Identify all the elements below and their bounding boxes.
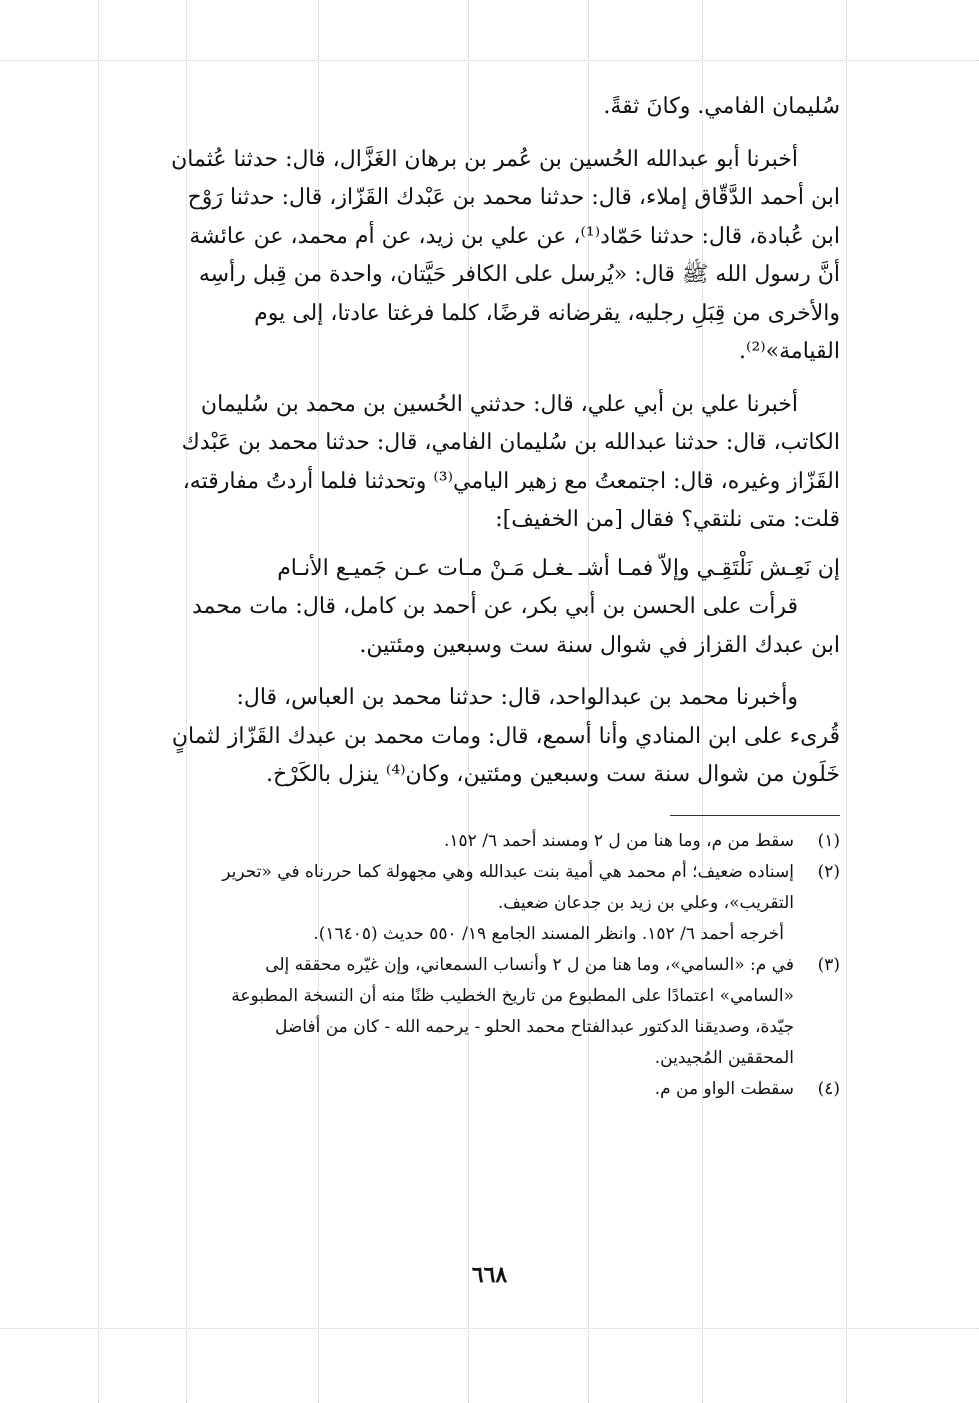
footnote-number: (١) xyxy=(817,830,840,851)
line: أنَّ رسول الله ﷺ قال: «يُرسل على الكافر حَيَّتان، واحدة من قِبل رأسِه xyxy=(198,262,840,287)
page-number: ٦٦٨ xyxy=(471,1262,508,1288)
footnote-separator xyxy=(670,815,840,816)
footnote-line: جيّدة، وصديقنا الدكتور عبدالفتاح محمد الحلو - يرحمه الله - كان من أفاضل xyxy=(275,1016,794,1037)
line: قُرىء على ابن المنادي وأنا أسمع، قال: ومات محمد بن عبدك القَزّاز لثمانٍ xyxy=(171,723,840,749)
footnote xyxy=(128,826,840,857)
footnote xyxy=(128,950,840,1074)
line: خَلَون من شوال سنة ست وسبعين ومئتين، وكان⁽⁴⁾ ينزل بالكَرْخ. xyxy=(265,762,840,787)
line: ابن عُبادة، قال: حدثنا حَمّاد⁽¹⁾، عن علي بن زيد، عن أم محمد، عن عائشة xyxy=(189,223,840,249)
line: ابن عبدك القزاز في شوال سنة ست وسبعين ومئتين. xyxy=(359,632,840,658)
line: أخبرنا علي بن أبي علي، قال: حدثني الحُسين بن محمد بن سُليمان xyxy=(200,391,798,417)
footnote-line: إسناده ضعيف؛ أم محمد هي أمية بنت عبدالله وهي مجهولة كما حررناه في «تحرير xyxy=(222,861,794,882)
line: وأخبرنا محمد بن عبدالواحد، قال: حدثنا محمد بن العباس، قال: xyxy=(236,685,798,710)
line: والأخرى من قِبَلِ رجليه، يقرضانه قرضًا، كلما فرغتا عادتا، إلى يوم xyxy=(254,300,840,326)
line: القيامة»⁽²⁾. xyxy=(739,339,840,364)
footnote-number: (٤) xyxy=(817,1078,840,1099)
footnote xyxy=(128,857,840,950)
book-page xyxy=(128,88,840,1105)
line: سُليمان الفامي. وكانَ ثقةً. xyxy=(603,94,840,119)
line: ابن أحمد الدَّقّاق إملاء، قال: حدثنا محمد بن عَبْدك القَزّاز، قال: حدثنا رَوْح xyxy=(187,185,840,210)
footnote-line: أخرجه أحمد ٦/ ١٥٢. وانظر المسند الجامع ١٩/ ٥٥٠ حديث (١٦٤٠٥). xyxy=(313,923,784,944)
footnote-line: «السامي» اعتمادًا على المطبوع من تاريخ الخطيب ظنًا منه أن النسخة المطبوعة xyxy=(231,985,794,1006)
footnote xyxy=(128,1074,840,1105)
line: قرأت على الحسن بن أبي بكر، عن أحمد بن كامل، قال: مات محمد xyxy=(192,594,798,619)
footnote-line: في م: «السامي»، وما هنا من ل ٢ وأنساب السمعاني، وإن غيّره محققه إلى xyxy=(265,954,794,975)
line: أخبرنا أبو عبدالله الحُسين بن عُمر بن برهان الغَزَّال، قال: حدثنا عُثمان xyxy=(171,146,798,172)
main-text xyxy=(128,88,840,795)
poem-verse: إن نَعِـش نَلْتَقِـي وإلاّ فمـا أشـ ـغـل مَـنْ مـات عـن جَميـع الأنـام xyxy=(277,555,840,581)
footnote-number: (٢) xyxy=(817,861,840,882)
footnote-number: (٣) xyxy=(817,954,840,975)
line: القَزّاز وغيره، قال: اجتمعتُ مع زهير اليامي⁽³⁾ وتحدثنا فلما أردتُ مفارقته، xyxy=(182,468,840,494)
footnote-line: التقريب»، وعلي بن زيد بن جدعان ضعيف. xyxy=(497,892,794,913)
footnote-line: المحققين المُجيدين. xyxy=(654,1047,794,1068)
line: قلت: متى نلتقي؟ فقال [من الخفيف]: xyxy=(495,507,840,532)
footnotes xyxy=(128,826,840,1105)
line: الكاتب، قال: حدثنا عبدالله بن سُليمان الفامي، قال: حدثنا محمد بن عَبْدك xyxy=(181,430,840,455)
footnote-line: سقطت الواو من م. xyxy=(654,1078,794,1099)
footnote-line: سقط من م، وما هنا من ل ٢ ومسند أحمد ٦/ ١٥٢. xyxy=(443,830,794,851)
